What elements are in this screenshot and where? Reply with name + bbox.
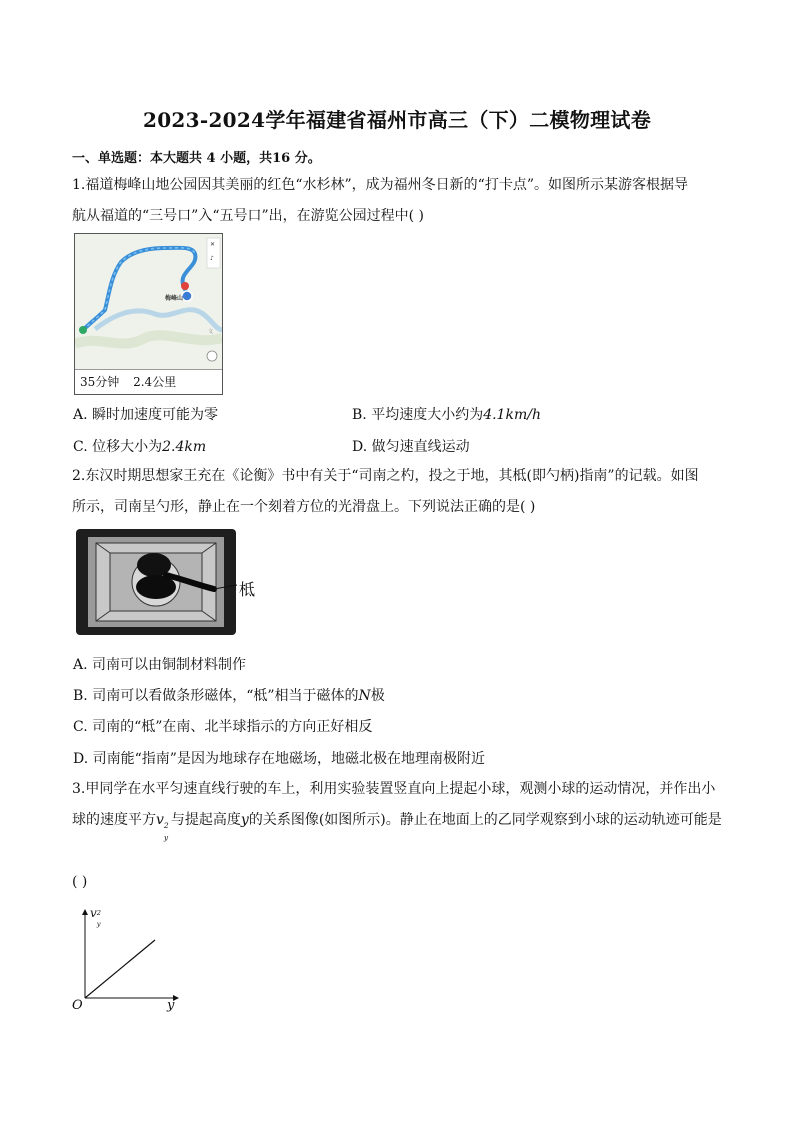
page-title: 2023-2024学年福建省福州市高三（下）二模物理试卷: [142, 108, 652, 132]
map-distance: 2.4公里: [133, 375, 177, 389]
q1-option-b: B. 平均速度大小约为4.1km/h: [352, 407, 541, 423]
section-heading: 一、单选题：本大题共 4 小题，共16 分。: [72, 151, 321, 166]
q1-option-c: C. 位移大小为2.4km: [73, 439, 207, 455]
map-footer: [75, 369, 222, 394]
q2-sinan-figure: [74, 527, 264, 639]
q1-line1: 1.福道梅峰山地公园因其美丽的红色“水杉林”，成为福州冬日新的“打卡点”。如图所示某游客根据导: [72, 177, 688, 193]
q2-option-b: B. 司南可以看做条形磁体，“柢”相当于磁体的N极: [73, 688, 385, 704]
q1-map-figure: [74, 233, 223, 395]
sinan-compass-svg: [74, 527, 239, 639]
q2-line1: 2.东汉时期思想家王充在《论衡》书中有关于“司南之杓，投之于地，其柢(即勺柄)指南”的记载。如图: [72, 468, 699, 484]
q2-option-a: A. 司南可以由铜制材料制作: [73, 657, 247, 673]
q3-line3: ( ): [72, 874, 88, 890]
svg-text:梅峰山: 梅峰山: [165, 295, 184, 302]
location-dot-icon: [182, 291, 192, 301]
q3-line2: 球的速度平方v 2 y 与提起高度y的关系图像(如图所示)。静止在地面上的乙同学观察到小球的运动轨迹可能是: [72, 812, 722, 842]
map-time: 35分钟: [80, 375, 120, 389]
map-route-svg: [75, 234, 222, 370]
svg-text:♪: ♪: [210, 255, 214, 262]
svg-text:✕: ✕: [210, 241, 216, 248]
q2-line2: 所示，司南呈勺形，静止在一个刻着方位的光滑盘上。下列说法正确的是( ): [72, 499, 536, 515]
q3-line1: 3.甲同学在水平匀速直线行驶的车上，利用实验装置竖直向上提起小球，观测小球的运动情况，并作出小: [72, 781, 716, 797]
q1-option-a: A. 瞬时加速度可能为零: [73, 407, 219, 423]
q1-option-d: D. 做匀速直线运动: [352, 439, 470, 455]
end-marker-icon: [181, 282, 189, 290]
graph-origin-label: O: [72, 998, 83, 1013]
graph-line: [85, 940, 155, 998]
q3-graph-figure: [70, 902, 185, 1014]
pointer-label: 柢: [239, 580, 256, 599]
q2-option-d: D. 司南能“指南”是因为地球存在地磁场，地磁北极在地理南极附近: [73, 751, 485, 767]
q1-line2: 航从福道的“三号口”入“五号口”出，在游览公园过程中( ): [72, 208, 425, 224]
q2-option-c: C. 司南的“柢”在南、北半球指示的方向正好相反: [73, 719, 373, 735]
graph-x-label: y: [167, 998, 175, 1013]
svg-text:文: 文: [208, 329, 214, 335]
start-marker-icon: [79, 326, 87, 334]
graph-y-label: v 2 y: [90, 906, 102, 928]
